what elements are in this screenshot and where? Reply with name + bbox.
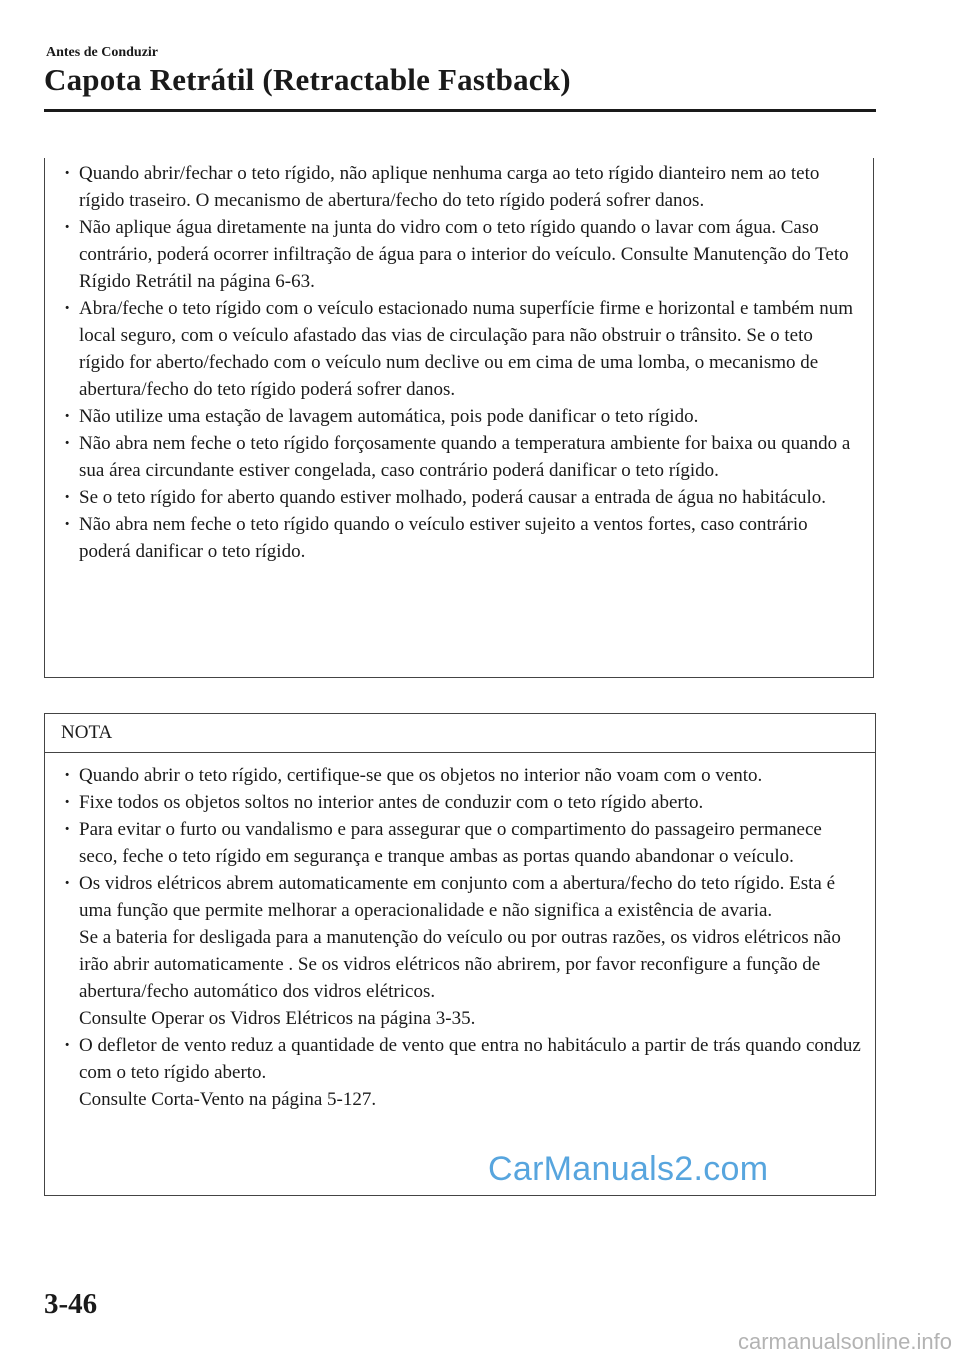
nota-item-text: Os vidros elétricos abrem automaticamente em conjunto com a abertura/fecho do teto rígido. Esta é uma função que permite melhorar a operacionalidade e não significa a existência de avaria. bbox=[79, 873, 836, 921]
nota-item-reference: Consulte Corta-Vento na página 5-127. bbox=[79, 1089, 377, 1110]
nota-item-extra: Se a bateria for desligada para a manutenção do veículo ou por outras razões, os vidros elétricos não irão abrir automaticamente . Se os vidros elétricos não abrirem, por favor reconfigure a função de abertura/fecho automático dos vidros elétricos. bbox=[79, 927, 841, 1002]
warning-item: · Não utilize uma estação de lavagem automática, pois pode danificar o teto rígido. bbox=[61, 403, 861, 430]
nota-item-text: Quando abrir o teto rígido, certifique-se que os objetos no interior não voam com o vento. bbox=[79, 765, 763, 786]
warning-item: · Não abra nem feche o teto rígido quando o veículo estiver sujeito a ventos fortes, caso contrário poderá danificar o teto rígido. bbox=[61, 511, 861, 565]
nota-item-text: Para evitar o furto ou vandalismo e para assegurar que o compartimento do passageiro permanece seco, feche o teto rígido em segurança e tranque ambas as portas quando abandonar o veículo. bbox=[79, 819, 822, 867]
nota-item-reference: Consulte Operar os Vidros Elétricos na página 3-35. bbox=[79, 1008, 476, 1029]
watermark-online: carmanualsonline.info bbox=[737, 1329, 952, 1354]
warning-list bbox=[45, 158, 873, 565]
warning-box bbox=[44, 158, 874, 678]
nota-item bbox=[61, 870, 863, 1032]
nota-box bbox=[44, 713, 876, 1196]
nota-item bbox=[61, 789, 863, 816]
section-label: Antes de Conduzir bbox=[46, 45, 159, 60]
warning-item: · Não abra nem feche o teto rígido forçosamente quando a temperatura ambiente for baixa ou quando a sua área circundante estiver congelada, caso contrário poderá danificar o teto rígido. bbox=[61, 430, 861, 484]
page-title: Capota Retrátil (Retractable Fastback) bbox=[44, 62, 571, 97]
nota-item bbox=[61, 1032, 863, 1113]
nota-item bbox=[61, 816, 863, 870]
warning-item: · Não aplique água diretamente na junta do vidro com o teto rígido quando o lavar com água. Caso contrário, poderá ocorrer infiltração de água para o interior do veículo. Consulte Manutenção do Teto Rígido Retrátil na página 6-63. bbox=[61, 214, 861, 295]
nota-list bbox=[45, 753, 875, 1113]
nota-item-text: O defletor de vento reduz a quantidade de vento que entra no habitáculo a partir de trás quando conduz com o teto rígido aberto. bbox=[79, 1035, 861, 1083]
warning-item: · Quando abrir/fechar o teto rígido, não aplique nenhuma carga ao teto rígido dianteiro nem ao teto rígido traseiro. O mecanismo de abertura/fecho do teto rígido poderá sofrer danos. bbox=[61, 160, 861, 214]
page-number: 3-46 bbox=[44, 1288, 98, 1320]
nota-item bbox=[61, 762, 863, 789]
warning-item: · Se o teto rígido for aberto quando estiver molhado, poderá causar a entrada de água no habitáculo. bbox=[61, 484, 861, 511]
watermark-carmanuals: CarManuals2.com bbox=[488, 1150, 769, 1188]
nota-heading: NOTA bbox=[45, 714, 875, 753]
warning-item: · Abra/feche o teto rígido com o veículo estacionado numa superfície firme e horizontal e também num local seguro, com o veículo afastado das vias de circulação para não obstruir o trânsito. Se o teto rígido for aberto/fechado com o veículo num declive ou em cima de uma lomba, o mecanismo de abertura/fecho do teto rígido poderá sofrer danos. bbox=[61, 295, 861, 403]
nota-item-text: Fixe todos os objetos soltos no interior antes de conduzir com o teto rígido aberto. bbox=[79, 792, 704, 813]
title-rule bbox=[44, 109, 876, 112]
